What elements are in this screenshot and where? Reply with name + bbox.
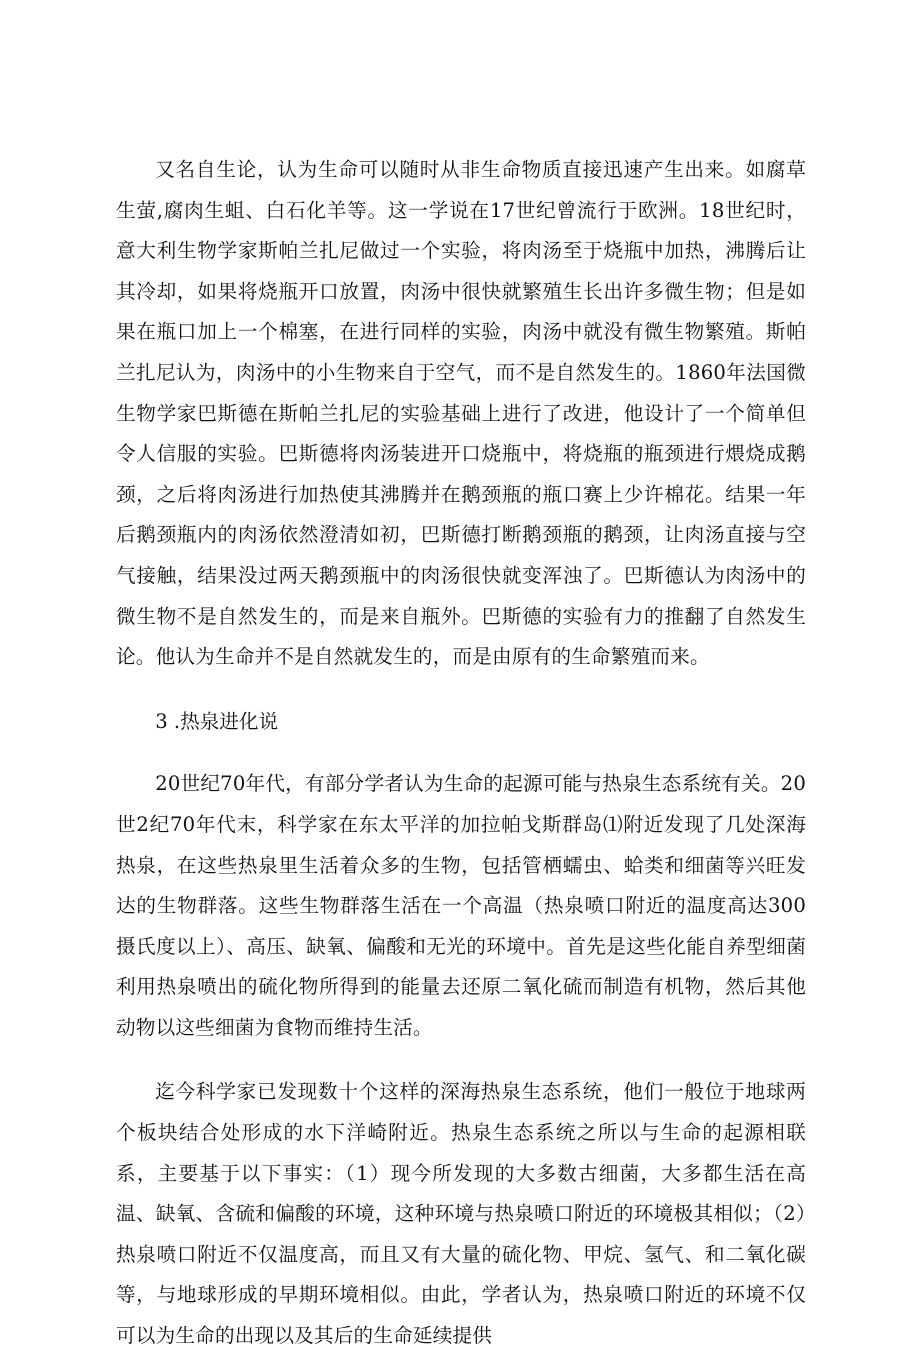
paragraph-hydrothermal-evidence: 迄今科学家已发现数十个这样的深海热泉生态系统，他们一般位于地球两个板块结合处形成的水下洋崎附近。热泉生态系统之所以与生命的起源相联系，主要基于以下事实：（1）现今所发现的大多数古细菌，大多都生活在高温、缺氧、含硫和偏酸的环境，这种环境与热泉喷口附近的环境极其相似；（2）热泉喷口附近不仅温度高，而且又有大量的硫化物、甲烷、氢气、和二氧化碳等，与地球形成的早期环境相似。由此，学者认为，热泉喷口附近的环境不仅可以为生命的出现以及其后的生命延续提供: [116, 1080, 806, 1348]
section-heading-hydrothermal: 3 .热泉进化说: [155, 709, 279, 733]
paragraph-hydrothermal-intro: 20世纪70年代，有部分学者认为生命的起源可能与热泉生态系统有关。20世2纪70年代末，科学家在东太平洋的加拉帕戈斯群岛⑴附近发现了几处深海热泉，在这些热泉里生活着众多的生物，包括管栖蠕虫、蛤类和细菌等兴旺发达的生物群落。这些生物群落生活在一个高温（热泉喷口附近的温度高达300摄氏度以上）、高压、缺氧、偏酸和无光的环境中。首先是这些化能自养型细菌利用热泉喷出的硫化物所得到的能量去还原二氧化硫而制造有机物，然后其他动物以这些细菌为食物而维持生活。: [116, 772, 806, 1039]
document-page: [116, 150, 806, 1357]
paragraph-spontaneous-generation: 又名自生论，认为生命可以随时从非生命物质直接迅速产生出来。如腐草生萤,腐肉生蛆、白石化羊等。这一学说在17世纪曾流行于欧洲。18世纪时，意大利生物学家斯帕兰扎尼做过一个实验，将肉汤至于烧瓶中加热，沸腾后让其冷却，如果将烧瓶开口放置，肉汤中很快就繁殖生长出许多微生物；但是如果在瓶口加上一个棉塞，在进行同样的实验，肉汤中就没有微生物繁殖。斯帕兰扎尼认为，肉汤中的小生物来自于空气，而不是自然发生的。1860年法国微生物学家巴斯德在斯帕兰扎尼的实验基础上进行了改进，他设计了一个简单但令人信服的实验。巴斯德将肉汤装进开口烧瓶中，将烧瓶的瓶颈进行煨烧成鹅颈，之后将肉汤进行加热使其沸腾并在鹅颈瓶的瓶口赛上少许棉花。结果一年后鹅颈瓶内的肉汤依然澄清如初，巴斯德打断鹅颈瓶的鹅颈，让肉汤直接与空气接触，结果没过两天鹅颈瓶中的肉汤很快就变浑浊了。巴斯德认为肉汤中的微生物不是自然发生的，而是来自瓶外。巴斯德的实验有力的推翻了自然发生论。他认为生命并不是自然就发生的，而是由原有的生命繁殖而来。: [116, 158, 806, 669]
